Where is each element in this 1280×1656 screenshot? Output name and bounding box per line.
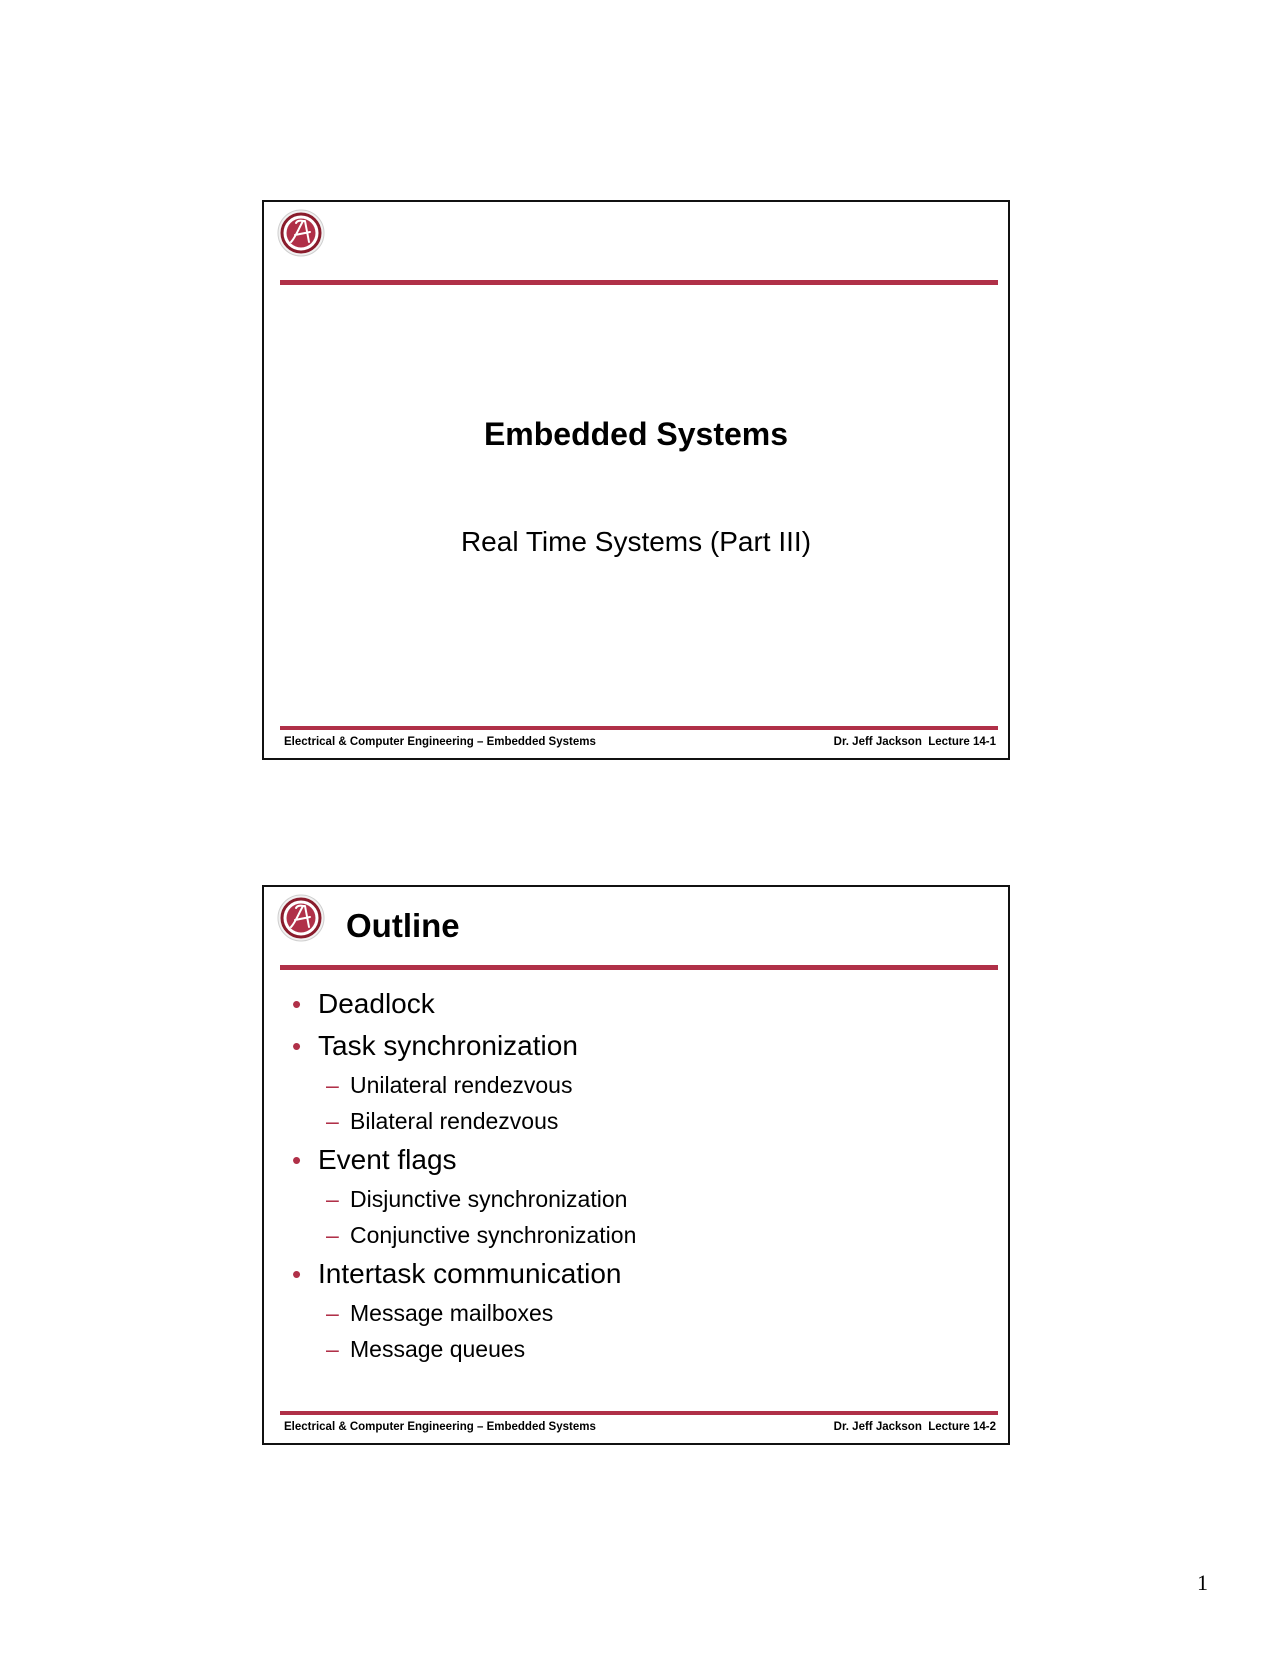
bullet-icon: •: [292, 989, 302, 1019]
footer-divider: [280, 726, 998, 730]
list-subitem: – Conjunctive synchronization: [292, 1217, 988, 1253]
bullet-icon: •: [292, 1031, 302, 1061]
page-number: 1: [1197, 1570, 1208, 1595]
list-subitem: – Message mailboxes: [292, 1295, 988, 1331]
dash-icon: –: [326, 1300, 339, 1326]
slide-title: Outline: [346, 907, 460, 944]
list-subitem: – Message queues: [292, 1331, 988, 1367]
list-item: • Intertask communication: [292, 1253, 988, 1295]
list-item: • Event flags: [292, 1139, 988, 1181]
slide-2: [262, 885, 1010, 1445]
list-item: • Task synchronization: [292, 1025, 988, 1067]
footer-lecture: Dr. Jeff Jackson Lecture 14-2: [833, 1421, 996, 1433]
dash-icon: –: [326, 1336, 339, 1362]
footer-divider: [280, 1411, 998, 1415]
slide-1: [262, 200, 1010, 760]
slide-title: Embedded Systems: [483, 416, 789, 452]
university-a-logo-icon: [276, 893, 326, 943]
dash-icon: –: [326, 1222, 339, 1248]
bullet-icon: •: [292, 1259, 302, 1289]
header-divider: [280, 280, 998, 285]
list-subitem: – Unilateral rendezvous: [292, 1067, 988, 1103]
dash-icon: –: [326, 1072, 339, 1098]
list-item: • Deadlock: [292, 983, 988, 1025]
footer-course: Electrical & Computer Engineering – Embedded Systems: [284, 736, 596, 748]
footer-course: Electrical & Computer Engineering – Embedded Systems: [284, 1421, 596, 1433]
list-subitem: – Bilateral rendezvous: [292, 1103, 988, 1139]
list-subitem: – Disjunctive synchronization: [292, 1181, 988, 1217]
slide-subtitle: Real Time Systems (Part III): [460, 526, 812, 557]
university-a-logo-icon: [276, 208, 326, 258]
outline-list: [292, 983, 988, 1367]
footer-lecture: Dr. Jeff Jackson Lecture 14-1: [833, 736, 996, 748]
dash-icon: –: [326, 1108, 339, 1134]
dash-icon: –: [326, 1186, 339, 1212]
header-divider: [280, 965, 998, 970]
bullet-icon: •: [292, 1145, 302, 1175]
